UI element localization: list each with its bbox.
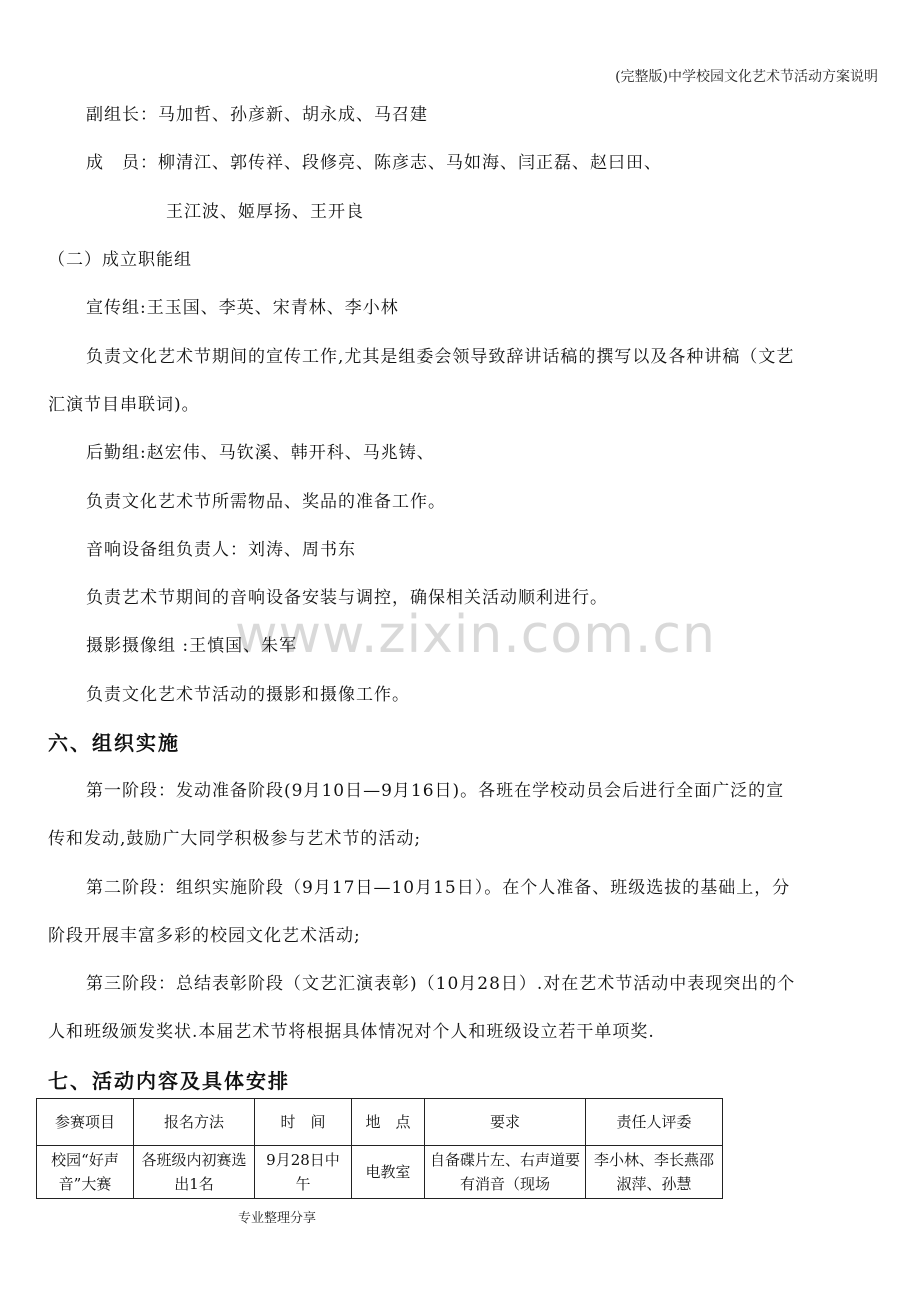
table-header-cell: 要求 [425,1099,586,1146]
table-cell: 李小林、李长燕邵淑萍、孙慧 [586,1146,723,1199]
stage-three-line-continued: 人和班级颁发奖状.本届艺术节将根据具体情况对个人和班级设立若干单项奖. [48,1022,655,1042]
table-cell: 9月28日中午 [255,1146,352,1199]
table-cell: 各班级内初赛选出1名 [134,1146,255,1199]
section-seven-heading: 七、活动内容及具体安排 [48,1069,290,1093]
table-header-cell: 报名方法 [134,1099,255,1146]
table-row [37,1146,723,1199]
sound-duty-line: 负责艺术节期间的音响设备安装与调控，确保相关活动顺利进行。 [86,588,608,608]
members-line-continued: 王江波、姬厚扬、王开良 [166,202,364,222]
table-header-cell: 责任人评委 [586,1099,723,1146]
stage-one-line: 第一阶段：发动准备阶段(9月10日—9月16日)。各班在学校动员会后进行全面广泛的宣 [86,781,785,801]
table-cell: 校园“好声音”大赛 [37,1146,134,1199]
publicity-duty-line: 负责文化艺术节期间的宣传工作,尤其是组委会领导致辞讲话稿的撰写以及各种讲稿（文艺 [86,347,795,367]
table-cell: 自备碟片左、右声道要有消音（现场 [425,1146,586,1199]
publicity-duty-line-continued: 汇演节目串联词)。 [48,395,200,415]
table-cell: 电教室 [352,1146,425,1199]
deputy-leaders-line: 副组长：马加哲、孙彦新、胡永成、马召建 [86,105,428,125]
photo-duty-line: 负责文化艺术节活动的摄影和摄像工作。 [86,685,410,705]
stage-two-line-continued: 阶段开展丰富多彩的校园文化艺术活动; [48,926,361,946]
section-six-heading: 六、组织实施 [48,731,180,755]
subsection-title: （二）成立职能组 [48,250,192,270]
schedule-table [36,1098,723,1199]
logistics-duty-line: 负责文化艺术节所需物品、奖品的准备工作。 [86,492,446,512]
stage-two-line: 第二阶段：组织实施阶段（9月17日—10月15日）。在个人准备、班级选拔的基础上，分 [86,878,791,898]
members-line: 成 员：柳清江、郭传祥、段修亮、陈彦志、马如海、闫正磊、赵曰田、 [86,153,662,173]
publicity-group-line: 宣传组:王玉国、李英、宋青林、李小林 [86,298,399,318]
table-header-cell: 地 点 [352,1099,425,1146]
table-header-cell: 时 间 [255,1099,352,1146]
page-footer: 专业整理分享 [238,1211,317,1226]
watermark: www.zixin.com.cn [235,605,716,665]
sound-group-line: 音响设备组负责人：刘涛、周书东 [86,540,356,560]
stage-one-line-continued: 传和发动,鼓励广大同学积极参与艺术节的活动; [48,829,422,849]
table-header-cell: 参赛项目 [37,1099,134,1146]
table-header-row [37,1099,723,1146]
stage-three-line: 第三阶段：总结表彰阶段（文艺汇演表彰)（10月28日）.对在艺术节活动中表现突出的个 [86,974,796,994]
document-header: (完整版)中学校园文化艺术节活动方案说明 [615,69,878,85]
photo-group-line: 摄影摄像组 :王慎国、朱军 [86,636,298,656]
logistics-group-line: 后勤组:赵宏伟、马钦溪、韩开科、马兆铸、 [86,443,435,463]
